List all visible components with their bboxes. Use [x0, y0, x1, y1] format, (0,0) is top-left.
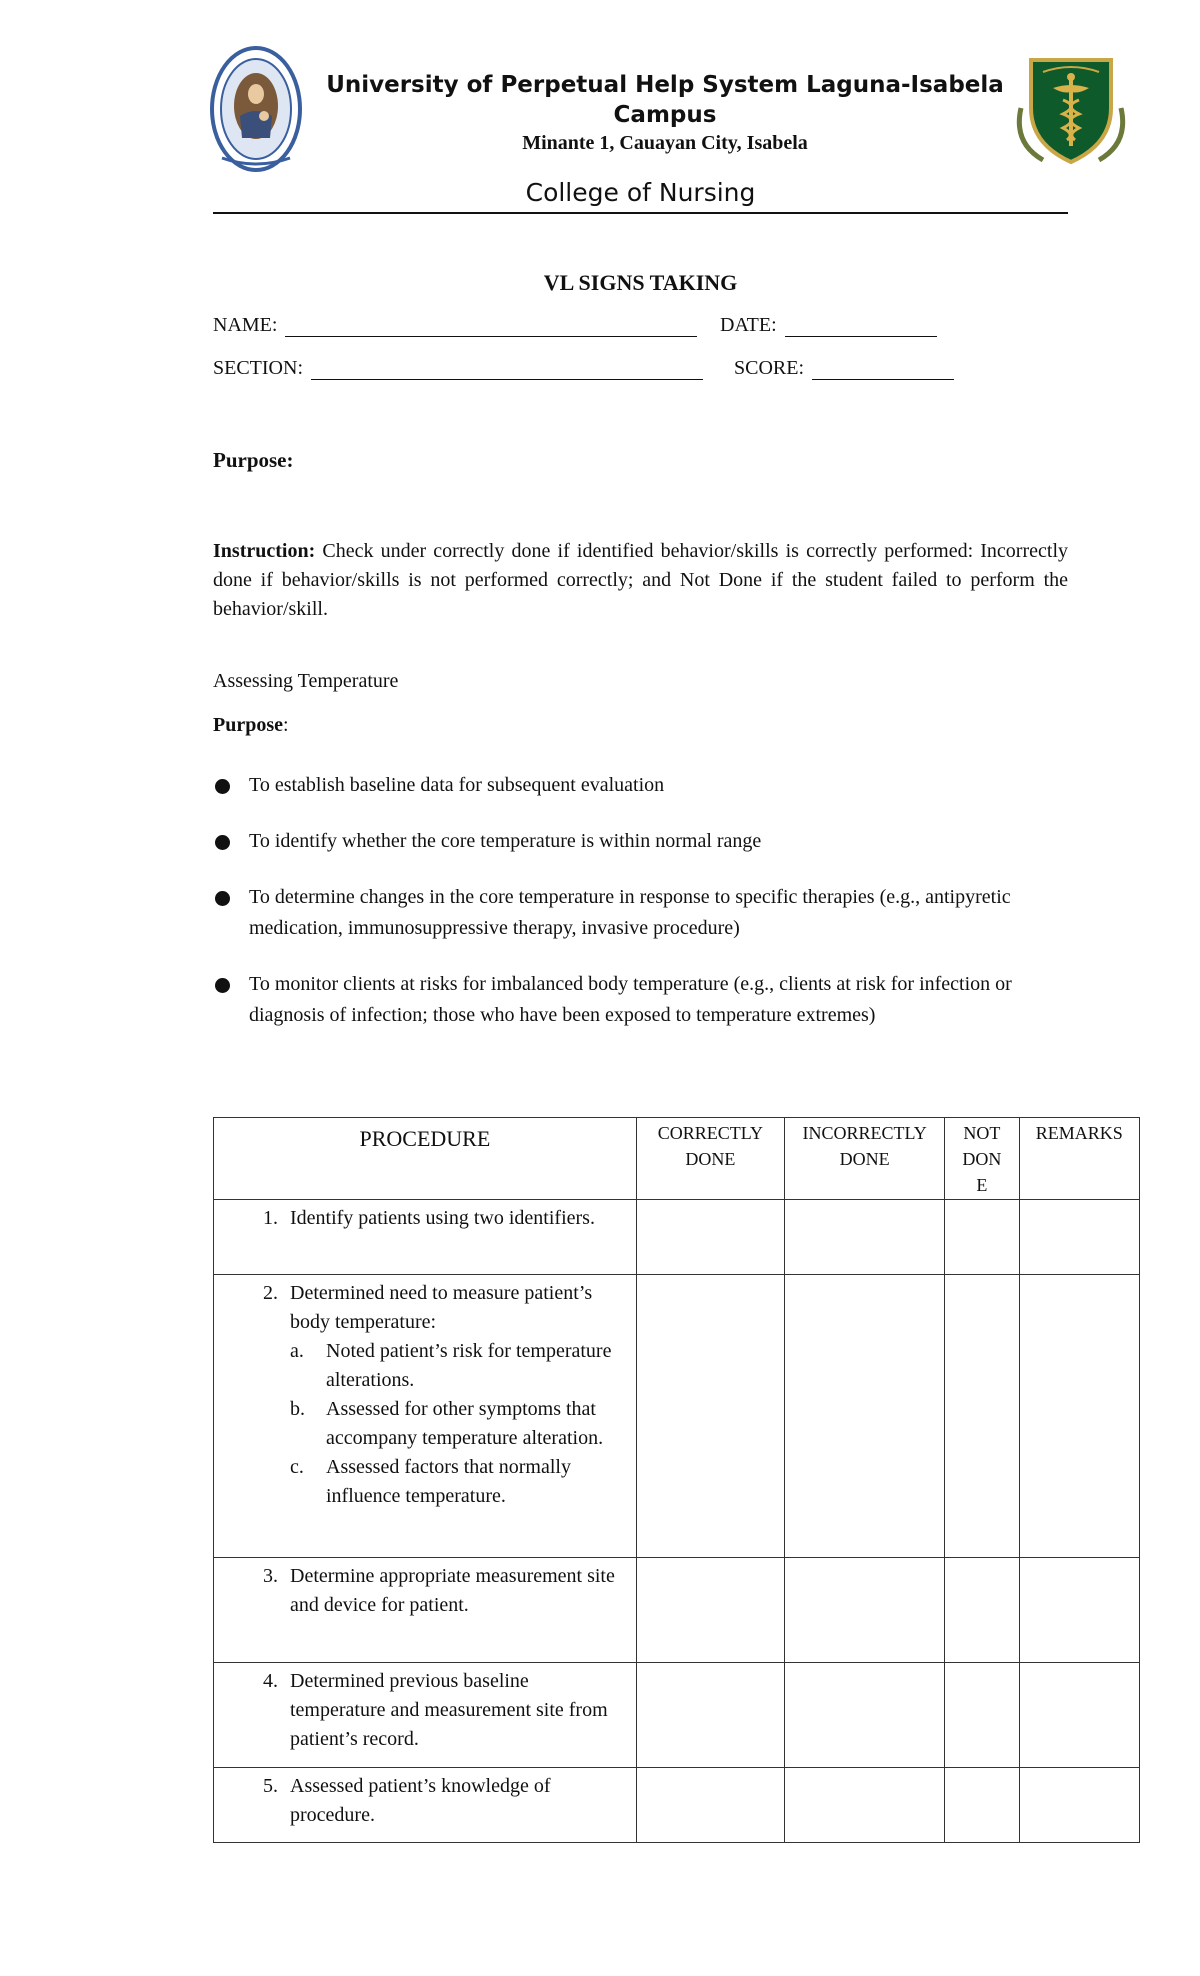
section-label: SECTION: — [213, 357, 303, 379]
section-title: Assessing Temperature — [213, 670, 399, 692]
purpose-text: To determine changes in the core temperature in response to specific therapies (e.g., antipyretic medication, immunosuppressive therapy, invasive procedure) — [249, 886, 1011, 939]
not-done-cell[interactable] — [945, 1768, 1019, 1843]
correctly-done-cell[interactable] — [636, 1200, 784, 1275]
purpose-text: To establish baseline data for subsequent evaluation — [249, 774, 665, 796]
bullet-icon — [215, 779, 230, 794]
list-item — [213, 770, 1093, 801]
purpose-heading: Purpose: — [213, 448, 294, 472]
step-number: 1. — [263, 1207, 278, 1229]
step-number: 5. — [263, 1775, 278, 1797]
bullet-icon — [215, 835, 230, 850]
not-done-column-header: NOT DON E — [945, 1118, 1019, 1200]
step-text: Determine appropriate measurement site and device for patient. — [290, 1565, 615, 1616]
table-row — [214, 1558, 1140, 1663]
date-blank[interactable] — [785, 318, 937, 337]
not-done-cell[interactable] — [945, 1275, 1019, 1558]
score-label: SCORE: — [734, 357, 805, 379]
campus-address: Minante 1, Cauayan City, Isabela — [522, 132, 808, 154]
name-label: NAME: — [213, 314, 278, 336]
correctly-done-cell[interactable] — [636, 1768, 784, 1843]
college-name: College of Nursing — [525, 178, 756, 207]
incorrectly-done-cell[interactable] — [784, 1663, 944, 1768]
correctly-done-cell[interactable] — [636, 1663, 784, 1768]
university-name: University of Perpetual Help System Laguna-Isabela Campus — [326, 72, 1004, 128]
sub-step-letter: b. — [290, 1398, 305, 1420]
step-number: 3. — [263, 1565, 278, 1587]
score-blank[interactable] — [812, 361, 954, 380]
procedure-cell — [214, 1558, 637, 1663]
bullet-icon — [215, 978, 230, 993]
table-row — [214, 1275, 1140, 1558]
step-text: Assessed patient’s knowledge of procedure. — [290, 1775, 551, 1826]
incorrectly-done-column-header: INCORRECTLY DONE — [784, 1118, 944, 1200]
sub-step-text: Assessed for other symptoms that accompany temperature alteration. — [326, 1398, 604, 1449]
procedure-cell — [214, 1200, 637, 1275]
remarks-column-header: REMARKS — [1019, 1118, 1139, 1200]
not-done-cell[interactable] — [945, 1200, 1019, 1275]
not-done-cell[interactable] — [945, 1663, 1019, 1768]
remarks-cell[interactable] — [1019, 1558, 1139, 1663]
step-text: Determined previous baseline temperature and measurement site from patient’s record. — [290, 1670, 608, 1750]
instruction-label: Instruction: — [213, 540, 316, 562]
date-label: DATE: — [720, 314, 777, 336]
purpose-text: To monitor clients at risks for imbalanced body temperature (e.g., clients at risk for infection or diagnosis of infection; those who have been exposed to temperature extremes) — [249, 973, 1012, 1026]
incorrectly-done-cell[interactable] — [784, 1200, 944, 1275]
incorrectly-done-cell[interactable] — [784, 1558, 944, 1663]
header-divider — [213, 212, 1068, 214]
step-number: 2. — [263, 1282, 278, 1304]
bullet-icon — [215, 891, 230, 906]
procedure-checklist-table — [213, 1117, 1140, 1843]
correctly-done-column-header: CORRECTLY DONE — [636, 1118, 784, 1200]
document-title: VL SIGNS TAKING — [543, 270, 738, 295]
section-purpose-colon: : — [283, 714, 289, 736]
procedure-cell — [214, 1275, 637, 1558]
name-field[interactable] — [213, 314, 697, 337]
remarks-cell[interactable] — [1019, 1768, 1139, 1843]
section-blank[interactable] — [311, 361, 703, 380]
table-row — [214, 1768, 1140, 1843]
remarks-cell[interactable] — [1019, 1663, 1139, 1768]
college-of-nursing-shield-icon — [1013, 48, 1129, 172]
name-blank[interactable] — [285, 318, 697, 337]
table-row — [214, 1200, 1140, 1275]
correctly-done-cell[interactable] — [636, 1275, 784, 1558]
remarks-cell[interactable] — [1019, 1275, 1139, 1558]
instruction-paragraph — [213, 537, 1068, 624]
list-item — [213, 826, 1093, 857]
sub-step-text: Assessed factors that normally influence temperature. — [326, 1456, 571, 1507]
instruction-text: Check under correctly done if identified behavior/skills is correctly performed: Incorrectly done if behavior/skills is not performed correctly; and Not Done if the student failed to perform the behavior/skill. — [213, 540, 1068, 620]
step-number: 4. — [263, 1670, 278, 1692]
step-text: Determined need to measure patient’s body temperature: — [290, 1282, 593, 1333]
step-text: Identify patients using two identifiers. — [290, 1207, 595, 1229]
incorrectly-done-cell[interactable] — [784, 1275, 944, 1558]
correctly-done-cell[interactable] — [636, 1558, 784, 1663]
procedure-cell — [214, 1768, 637, 1843]
procedure-cell — [214, 1663, 637, 1768]
list-item — [213, 969, 1079, 1031]
incorrectly-done-cell[interactable] — [784, 1768, 944, 1843]
section-purpose-label: Purpose — [213, 714, 283, 736]
list-item — [213, 882, 1079, 944]
section-purpose-heading — [213, 714, 289, 737]
section-field[interactable] — [213, 357, 703, 380]
date-field[interactable] — [720, 314, 937, 337]
university-seal-icon — [210, 46, 302, 172]
not-done-cell[interactable] — [945, 1558, 1019, 1663]
sub-step-letter: a. — [290, 1340, 304, 1362]
remarks-cell[interactable] — [1019, 1200, 1139, 1275]
purpose-list — [213, 770, 1093, 1056]
procedure-column-header: PROCEDURE — [214, 1118, 637, 1200]
sub-step-letter: c. — [290, 1456, 304, 1478]
table-header-row — [214, 1118, 1140, 1200]
score-field[interactable] — [734, 357, 954, 380]
sub-step-text: Noted patient’s risk for temperature alterations. — [326, 1340, 612, 1391]
table-row — [214, 1663, 1140, 1768]
purpose-text: To identify whether the core temperature is within normal range — [249, 830, 762, 852]
